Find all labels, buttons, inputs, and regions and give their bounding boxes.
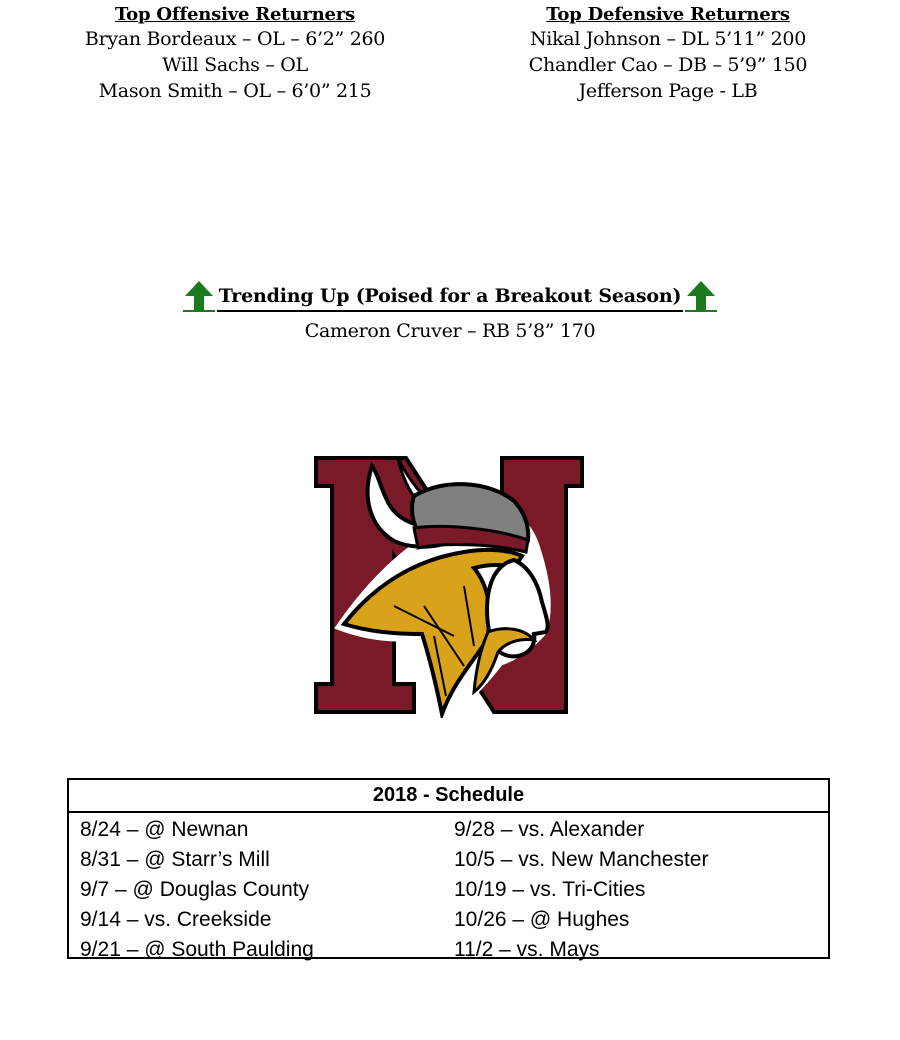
offensive-player: Bryan Bordeaux – OL – 6’2” 260 bbox=[84, 28, 386, 50]
schedule-column-left bbox=[69, 815, 454, 965]
defensive-player: Jefferson Page - LB bbox=[578, 80, 758, 102]
schedule-game: 8/24 – @ Newnan bbox=[80, 818, 249, 841]
schedule-column-right bbox=[454, 815, 828, 965]
schedule-game: 10/19 – vs. Tri-Cities bbox=[454, 878, 646, 901]
defensive-returners-title: Top Defensive Returners bbox=[546, 4, 790, 25]
schedule-game: 10/5 – vs. New Manchester bbox=[454, 848, 709, 871]
schedule-game: 9/7 – @ Douglas County bbox=[80, 878, 310, 901]
trending-player: Cameron Cruver – RB 5’8” 170 bbox=[304, 320, 596, 342]
offensive-player: Will Sachs – OL bbox=[162, 54, 308, 76]
trending-up-title: Trending Up (Poised for a Breakout Season) bbox=[217, 282, 684, 312]
schedule-game: 9/21 – @ South Paulding bbox=[80, 938, 314, 961]
offensive-returners bbox=[70, 4, 400, 104]
offensive-player: Mason Smith – OL – 6’0” 215 bbox=[98, 80, 372, 102]
schedule-table bbox=[67, 778, 830, 959]
defensive-player: Nikal Johnson – DL 5’11” 200 bbox=[529, 28, 806, 50]
schedule-game: 10/26 – @ Hughes bbox=[454, 908, 630, 931]
schedule-game: 11/2 – vs. Mays bbox=[454, 938, 600, 961]
defensive-returners bbox=[510, 4, 826, 104]
arrow-up-icon bbox=[183, 280, 215, 312]
arrow-up-icon bbox=[685, 280, 717, 312]
schedule-title: 2018 - Schedule bbox=[69, 780, 828, 813]
team-logo bbox=[314, 456, 584, 718]
schedule-game: 9/14 – vs. Creekside bbox=[80, 908, 272, 931]
offensive-returners-title: Top Offensive Returners bbox=[115, 4, 355, 25]
trending-up-heading bbox=[183, 280, 718, 312]
trending-up-section bbox=[0, 280, 900, 344]
defensive-player: Chandler Cao – DB – 5’9” 150 bbox=[528, 54, 808, 76]
schedule-game: 9/28 – vs. Alexander bbox=[454, 818, 645, 841]
schedule-game: 8/31 – @ Starr’s Mill bbox=[80, 848, 270, 871]
